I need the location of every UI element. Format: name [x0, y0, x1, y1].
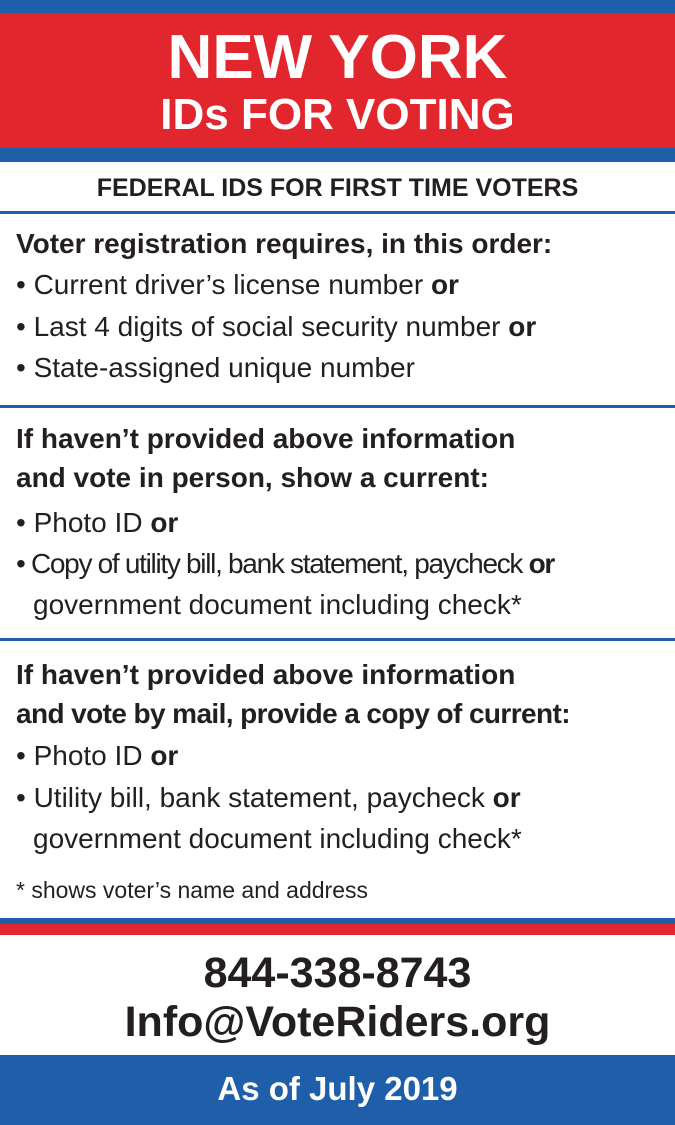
top-blue-stripe — [0, 0, 675, 13]
section2-item-1-text: • Photo ID — [16, 507, 151, 538]
section3-heading-line2: and vote by mail, provide a copy of current: — [16, 698, 570, 729]
section2-item-1 — [16, 507, 178, 539]
section3-heading-line1: If haven’t provided above information — [16, 659, 516, 690]
section3-item-2-text: • Utility bill, bank statement, paycheck — [16, 782, 493, 813]
section1-item-1 — [16, 269, 459, 301]
section1-item-1-text: • Current driver’s license number — [16, 269, 431, 300]
header-title-line2: IDs FOR VOTING — [160, 90, 515, 139]
contact-phone[interactable]: 844-338-8743 — [203, 949, 472, 997]
section1-item-2-text: • Last 4 digits of social security number — [16, 311, 509, 342]
section1-item-2 — [16, 311, 536, 343]
contact-email[interactable]: Info@VoteRiders.org — [124, 998, 551, 1046]
divider-1 — [0, 211, 675, 214]
header-title-line1: NEW YORK — [167, 23, 508, 92]
subtitle: FEDERAL IDS FOR FIRST TIME VOTERS — [96, 174, 579, 202]
section2-heading-line2: and vote in person, show a current: — [16, 462, 489, 493]
bottom-red-stripe — [0, 924, 675, 935]
section2-item-2-or: or — [528, 548, 555, 579]
header-blue-stripe — [0, 148, 675, 162]
section1-heading: Voter registration requires, in this order: — [16, 228, 553, 259]
section2-item-2-text: • Copy of utility bill, bank statement, paycheck — [16, 548, 529, 579]
section3-item-1-text: • Photo ID — [16, 740, 151, 771]
section3-item-2-or: or — [492, 782, 521, 813]
section2-item-2-cont: government document including check* — [33, 589, 522, 620]
section2-item-1-or: or — [150, 507, 179, 538]
section3-item-1-or: or — [150, 740, 179, 771]
footnote: * shows voter’s name and address — [16, 877, 369, 903]
section1-item-3-text: • State-assigned unique number — [16, 352, 415, 383]
section2-heading-line1: If haven’t provided above information — [16, 423, 516, 454]
section1-item-3 — [16, 352, 415, 384]
section1-item-2-or: or — [508, 311, 537, 342]
section3-item-2-cont: government document including check* — [33, 823, 522, 854]
section2-item-2 — [16, 548, 554, 580]
divider-2 — [0, 405, 675, 408]
divider-3 — [0, 638, 675, 641]
section3-item-2 — [16, 782, 521, 814]
footer-date: As of July 2019 — [217, 1070, 458, 1107]
section3-item-1 — [16, 740, 178, 772]
section1-item-1-or: or — [430, 269, 459, 300]
